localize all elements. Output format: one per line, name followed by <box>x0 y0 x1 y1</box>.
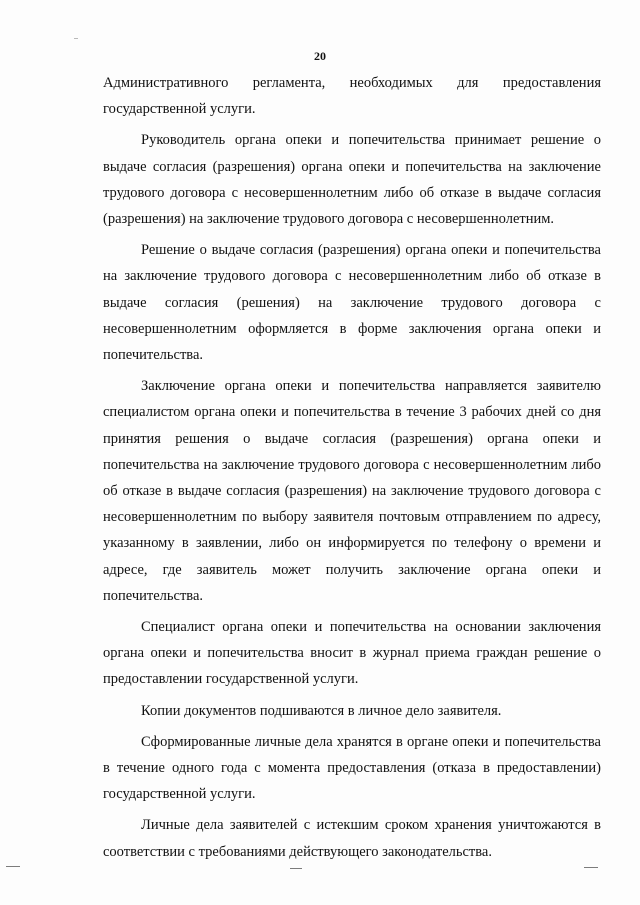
paragraph-files-destruction: Личные дела заявителей с истекшим сроком хранения уничтожаются в соответствии с требованиями действующего законодательства. <box>103 817 601 860</box>
document-body <box>103 70 601 865</box>
paragraph-decision-form: Решение о выдаче согласия (разрешения) органа опеки и попечительства на заключение трудового договора с несовершеннолетним либо об отказе в выдаче согласия (решения) на заключение трудового договора с несовершеннолетним оформляется в форме заключения органа опеки и попечительства. <box>103 242 601 364</box>
paragraph-conclusion-delivery: Заключение органа опеки и попечительства направляется заявителю специалистом органа опеки и попечительства в течение 3 рабочих дней со дня принятия решения о выдаче согласия (разрешения) органа опеки и попечительства на заключение трудового договора с несовершеннолетним либо об отказе в выдаче согласия (разрешения) на заключение трудового договора с несовершеннолетним по выбору заявителя почтовым отправлением по адресу, указанному в заявлении, либо он информируется по телефону о времени и адресе, где заявитель может получить заключение органа опеки и попечительства. <box>103 378 601 604</box>
paragraph-document-copies: Копии документов подшиваются в личное дело заявителя. <box>141 702 502 719</box>
scan-speck-right <box>584 867 598 868</box>
scan-speck-center <box>290 868 302 869</box>
paragraph-files-storage: Сформированные личные дела хранятся в органе опеки и попечительства в течение одного года с момента предоставления (отказа в предоставлении) государственной услуги. <box>103 733 601 803</box>
paragraph-journal-entry: Специалист органа опеки и попечительства на основании заключения органа опеки и попечительства вносит в журнал приема граждан решение о предоставлении государственной услуги. <box>103 619 601 688</box>
paragraph-decision-by-head: Руководитель органа опеки и попечительства принимает решение о выдаче согласия (разрешения) органа опеки и попечительства на заключение трудового договора с несовершеннолетним либо об отказе в выдаче согласия (разрешения) на заключение трудового договора с несовершеннолетним. <box>103 132 601 228</box>
paragraph-regulation-continuation: Административного регламента, необходимых для предоставления государственной услуги. <box>103 75 601 118</box>
page-number: 20 <box>314 49 326 63</box>
scan-speck-top <box>74 38 78 39</box>
scan-speck-left <box>6 866 20 867</box>
